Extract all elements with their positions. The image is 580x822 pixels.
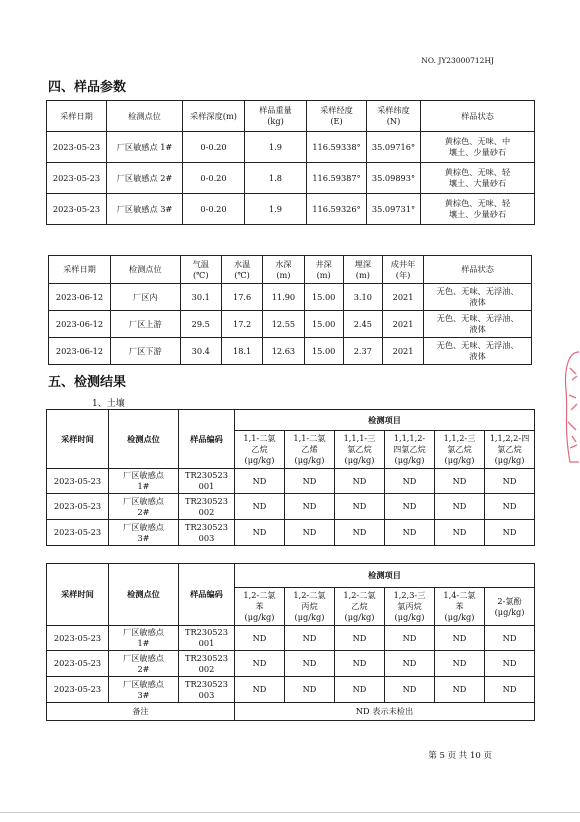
table-row [47,163,535,194]
cell: ND [285,494,335,520]
table-row [47,494,535,520]
cell: TR230523 001 [179,626,235,651]
cell: 11.90 [263,284,304,311]
cell: 15.00 [304,311,343,338]
header-cell: 采样日期 [49,256,111,284]
cell: ND [235,626,285,651]
cell: ND [485,494,535,520]
cell: 厂区敏感点 2# [109,651,179,677]
note-row [47,703,535,721]
cell: TR230523 003 [179,677,235,703]
cell: ND [285,677,335,703]
table-row [49,284,532,311]
table-row [47,469,535,494]
cell: 30.1 [180,284,221,311]
cell: 厂区敏感点 3# [109,520,179,546]
note-label: 备注 [47,703,235,721]
document-number: NO. JY23000712HJ [421,56,494,65]
cell: 30.4 [180,338,221,365]
header-cell: 1,1,1-三 氯乙烷 (μg/kg) [335,431,385,469]
header-cell: 采样时间 [47,410,109,469]
table-row [49,338,532,365]
cell: ND [385,677,435,703]
cell: TR230523 002 [179,651,235,677]
cell: 2023-06-12 [49,284,111,311]
cell: ND [435,677,485,703]
cell: ND [335,626,385,651]
cell: 厂区下游 [111,338,181,365]
table-row [47,194,535,225]
cell: 35.09731° [367,194,421,225]
cell: ND [285,626,335,651]
cell: 1.9 [245,194,307,225]
header-cell: 采样时间 [47,564,109,626]
cell: 2023-05-23 [47,494,109,520]
cell: 12.55 [263,311,304,338]
table-header-row [47,410,535,431]
cell: 116.59338° [307,132,367,163]
cell: 黄棕色、无味、轻 壤土、少量砂石 [421,194,535,225]
cell: ND [435,626,485,651]
cell: ND [485,469,535,494]
cell: ND [385,626,435,651]
cell: ND [435,469,485,494]
cell: 1.8 [245,163,307,194]
cell: 2023-05-23 [47,132,107,163]
cell: 黄棕色、无味、中 壤土、少量砂石 [421,132,535,163]
header-cell: 1,4-二氯 苯 (μg/kg) [435,588,485,626]
header-cell: 1,1,1,2- 四氯乙烷 (μg/kg) [385,431,435,469]
cell: 无色、无味、无浮油、 液体 [424,284,532,311]
cell: ND [485,520,535,546]
cell: ND [435,651,485,677]
cell: 厂区敏感点 3# [107,194,183,225]
cell: 2023-05-23 [47,651,109,677]
cell: 2023-06-12 [49,338,111,365]
cell: ND [385,469,435,494]
page-footer: 第 5 页 共 10 页 [428,751,492,761]
header-cell: 检测点位 [107,101,183,132]
cell: ND [235,469,285,494]
header-cell: 1,1-二氯 乙烯 (μg/kg) [285,431,335,469]
table-row [47,677,535,703]
cell: ND [235,651,285,677]
water-params-table [48,255,532,365]
header-cell: 1,2-二氯 乙烷 (μg/kg) [335,588,385,626]
cell: ND [385,520,435,546]
cell: 17.6 [221,284,262,311]
cell: 厂区上游 [111,311,181,338]
cell: ND [435,494,485,520]
table-header-row [49,256,532,284]
cell: ND [335,520,385,546]
header-cell: 1,1,2,2-四 氯乙烷 (μg/kg) [485,431,535,469]
cell: ND [435,520,485,546]
header-cell: 1,2,3-三 氯丙烷 (μg/kg) [385,588,435,626]
header-cell: 检测点位 [109,564,179,626]
table-header-row [47,101,535,132]
header-cell: 埋深 (m) [343,256,382,284]
header-cell: 1,1,2-三 氯乙烷 (μg/kg) [435,431,485,469]
cell: 2021 [382,284,423,311]
header-cell: 2-氯酚 (μg/kg) [485,588,535,626]
cell: 厂区敏感点 2# [109,494,179,520]
cell: 厂区敏感点 3# [109,677,179,703]
header-cell: 水深 (m) [263,256,304,284]
header-cell: 采样深度(m) [183,101,245,132]
cell: 2.45 [343,311,382,338]
header-cell: 成井年 (年) [382,256,423,284]
header-cell: 检测点位 [109,410,179,469]
cell: 厂区敏感点 1# [107,132,183,163]
cell: 15.00 [304,284,343,311]
note-text: ND 表示未检出 [235,703,535,721]
cell: 厂区敏感点 1# [109,626,179,651]
group-header: 检测项目 [235,410,535,431]
cell: ND [485,626,535,651]
header-cell: 检测点位 [111,256,181,284]
header-cell: 水温 (℃) [221,256,262,284]
header-cell: 采样日期 [47,101,107,132]
cell: 35.09893° [367,163,421,194]
table-row [47,132,535,163]
cell: ND [485,651,535,677]
cell: 3.10 [343,284,382,311]
cell: 无色、无味、无浮油、 液体 [424,338,532,365]
cell: ND [285,520,335,546]
header-cell: 1,2-二氯 苯 (μg/kg) [235,588,285,626]
cell: ND [385,651,435,677]
group-header: 检测项目 [235,564,535,588]
cell: TR230523 003 [179,520,235,546]
cell: 116.59326° [307,194,367,225]
cell: ND [235,520,285,546]
header-cell: 样品编码 [179,410,235,469]
cell: ND [235,677,285,703]
cell: 17.2 [221,311,262,338]
cell: 0-0.20 [183,163,245,194]
cell: ND [235,494,285,520]
cell: 15.00 [304,338,343,365]
cell: 2023-05-23 [47,677,109,703]
cell: 2021 [382,338,423,365]
cell: 2023-05-23 [47,626,109,651]
cell: 18.1 [221,338,262,365]
cell: 0-0.20 [183,194,245,225]
cell: 2021 [382,311,423,338]
soil-results-table-2 [46,563,535,721]
cell: 2023-05-23 [47,520,109,546]
section-title-results: 五、检测结果 [48,375,127,390]
header-cell: 采样经度 (E) [307,101,367,132]
header-cell: 样品状态 [424,256,532,284]
table-row [47,651,535,677]
cell: 黄棕色、无味、轻 壤土、大量砂石 [421,163,535,194]
cell: ND [335,494,385,520]
cell: 29.5 [180,311,221,338]
table-header-row [47,564,535,588]
seal-stamp-icon [560,350,580,465]
cell: ND [285,651,335,677]
cell: 35.09716° [367,132,421,163]
header-cell: 采样纬度 (N) [367,101,421,132]
header-cell: 1,1-二氯 乙烷 (μg/kg) [235,431,285,469]
cell: 2023-05-23 [47,163,107,194]
cell: 116.59387° [307,163,367,194]
header-cell: 井深 (m) [304,256,343,284]
cell: 1.9 [245,132,307,163]
cell: 2023-06-12 [49,311,111,338]
cell: TR230523 001 [179,469,235,494]
header-cell: 1,2-二氯 丙烷 (μg/kg) [285,588,335,626]
soil-results-table-1 [46,409,535,546]
cell: TR230523 002 [179,494,235,520]
header-cell: 样品状态 [421,101,535,132]
cell: 0-0.20 [183,132,245,163]
header-cell: 气温 (℃) [180,256,221,284]
cell: 2023-05-23 [47,194,107,225]
soil-params-table [46,100,535,225]
cell: 2023-05-23 [47,469,109,494]
header-cell: 样品编码 [179,564,235,626]
cell: ND [485,677,535,703]
cell: 厂区内 [111,284,181,311]
cell: ND [335,677,385,703]
page-bottom-divider [0,812,580,813]
cell: 2.37 [343,338,382,365]
cell: ND [335,469,385,494]
subsection-soil: 1、土壤 [92,399,125,409]
cell: 厂区敏感点 1# [109,469,179,494]
cell: 厂区敏感点 2# [107,163,183,194]
table-row [49,311,532,338]
cell: ND [385,494,435,520]
cell: 无色、无味、无浮油、 液体 [424,311,532,338]
table-row [47,626,535,651]
section-title-sample-params: 四、样品参数 [48,80,127,95]
header-cell: 样品重量 (kg) [245,101,307,132]
cell: ND [335,651,385,677]
cell: 12.63 [263,338,304,365]
cell: ND [285,469,335,494]
table-row [47,520,535,546]
